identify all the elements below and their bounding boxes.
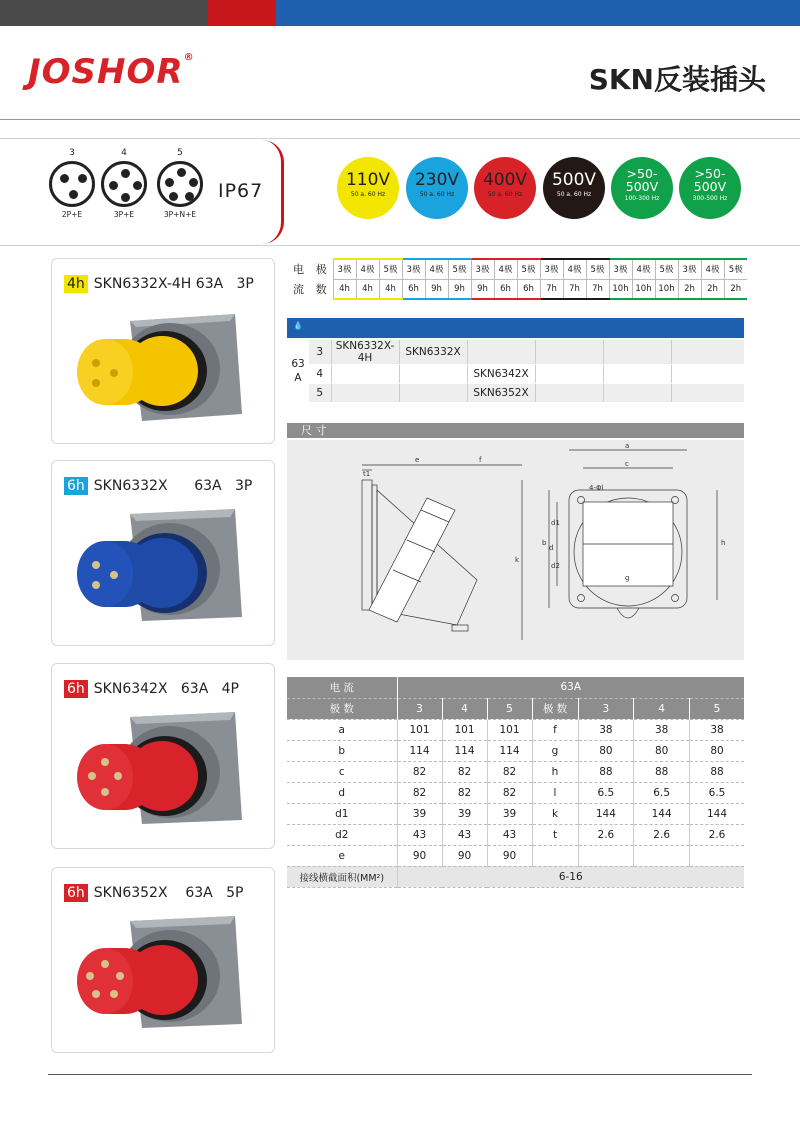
product-card[interactable]	[51, 663, 275, 849]
voltage-badge-50-500v-500hz: >50- 500V 300-500 Hz	[679, 157, 741, 219]
footer-divider	[48, 1074, 752, 1075]
svg-text:4-Φl: 4-Φl	[589, 484, 604, 492]
svg-text:f: f	[479, 456, 482, 464]
svg-text:d2: d2	[551, 562, 560, 570]
svg-text:d: d	[549, 544, 554, 552]
socket-5pin: 5 3P+N+E	[150, 148, 210, 219]
current-cell: 63 A	[287, 340, 309, 403]
label-current: 电	[293, 263, 304, 276]
divider	[0, 245, 800, 246]
svg-text:k: k	[515, 556, 520, 564]
ip-rating: IP67	[218, 180, 264, 202]
voltage-badge-50-500v-300hz: >50- 500V 100-300 Hz	[611, 157, 673, 219]
table-row: b 114 114 114 g 80 80 80	[287, 740, 744, 761]
product-card[interactable]	[51, 460, 275, 646]
socket-4pin: 4 3P+E	[94, 148, 154, 219]
ratings-table: 电 极 3极 4极 5极 3极 4极 5极 3极 4极 5极 3极 4极 5极 3极 4极 5极 3极 4极 5极 流 数 4h 4h 4h 6h 9h 9h 9h 6h 6h 7h 7h 7h 10h 10h 10h 2h 2h 2h	[287, 258, 747, 300]
product-card[interactable]	[51, 258, 275, 444]
label-poles: 极	[315, 263, 327, 276]
svg-text:d1: d1	[551, 519, 560, 527]
divider	[0, 138, 800, 139]
label-poles: 数	[315, 283, 327, 296]
model-table: 63 A 3 SKN6332X-4H SKN6332X 4 SKN6342X 5 SKN6352X	[287, 340, 744, 403]
table-row: d1 39 39 39 k 144 144 144	[287, 803, 744, 824]
table-row: e 90 90 90	[287, 845, 744, 866]
voltage-badge-230v: 230V 50 a. 60 Hz	[406, 157, 468, 219]
label-current: 流	[293, 283, 304, 296]
svg-text:h: h	[721, 539, 726, 547]
svg-text:e: e	[415, 456, 420, 464]
voltage-badge-500v: 500V 50 a. 60 Hz	[543, 157, 605, 219]
hours-badge: 6h	[64, 477, 88, 495]
red-bracket	[250, 140, 284, 244]
header-poles: 极 数	[287, 698, 397, 719]
product-model: SKN6342X 63A 4P	[93, 681, 239, 697]
plug-image	[70, 712, 260, 842]
table-row	[287, 866, 744, 887]
plug-image	[70, 916, 260, 1046]
hours-badge: 6h	[64, 680, 88, 698]
dimension-drawing	[287, 440, 744, 660]
technical-drawing	[287, 440, 744, 660]
brand-logo: JOSHOR®	[28, 52, 195, 92]
table-row: d 82 82 82 l 6.5 6.5 6.5	[287, 782, 744, 803]
table-row: d2 43 43 43 t 2.6 2.6 2.6	[287, 824, 744, 845]
svg-text:t1: t1	[363, 470, 371, 478]
wire-section-label: 接线横截面积(MM²)	[287, 866, 397, 887]
svg-text:g: g	[625, 574, 630, 582]
spec-badge-row	[0, 140, 800, 244]
header-current-value: 63A	[397, 677, 744, 698]
table-row: a 101 101 101 f 38 38 38	[287, 719, 744, 740]
plug-image	[70, 509, 260, 639]
header-current: 电 流	[287, 677, 397, 698]
voltage-badge-110v: 110V 50 a. 60 Hz	[337, 157, 399, 219]
top-color-bar	[0, 0, 800, 26]
svg-text:a: a	[625, 442, 630, 450]
svg-text:b: b	[542, 539, 547, 547]
dimension-table: 电 流 63A 极 数 3 4 5 极 数 3 4 5 a 101 101 101 f 38 38 38 b 114 114 114 g 80 80 80 c 82 82 82 h 88 88 88 d 82 82 82 l 6.5 6.5 6.5 d1 39 39 39 k 144 144 144 d2 43 43 43 t 2.6 2.6 2.6 e 90 90 90 接线横截面积(MM²) 6-16	[287, 677, 744, 888]
page-title: SKN反装插头	[588, 63, 766, 96]
divider	[0, 119, 800, 120]
model-table-header	[287, 318, 744, 338]
product-model: SKN6332X-4H 63A 3P	[93, 276, 254, 292]
svg-text:c: c	[625, 460, 629, 468]
hours-badge: 4h	[64, 275, 88, 293]
product-card[interactable]	[51, 867, 275, 1053]
product-model: SKN6332X 63A 3P	[93, 478, 253, 494]
voltage-badge-400v: 400V 50 a. 60 Hz	[474, 157, 536, 219]
wire-section-value: 6-16	[397, 866, 744, 887]
hours-badge: 6h	[64, 884, 88, 902]
table-row: c 82 82 82 h 88 88 88	[287, 761, 744, 782]
drop-icon: 💧	[293, 321, 303, 330]
plug-image	[70, 309, 260, 439]
dimensions-header: 尺 寸	[287, 423, 744, 438]
product-model: SKN6352X 63A 5P	[93, 885, 244, 901]
socket-3pin: 3 2P+E	[42, 148, 102, 219]
